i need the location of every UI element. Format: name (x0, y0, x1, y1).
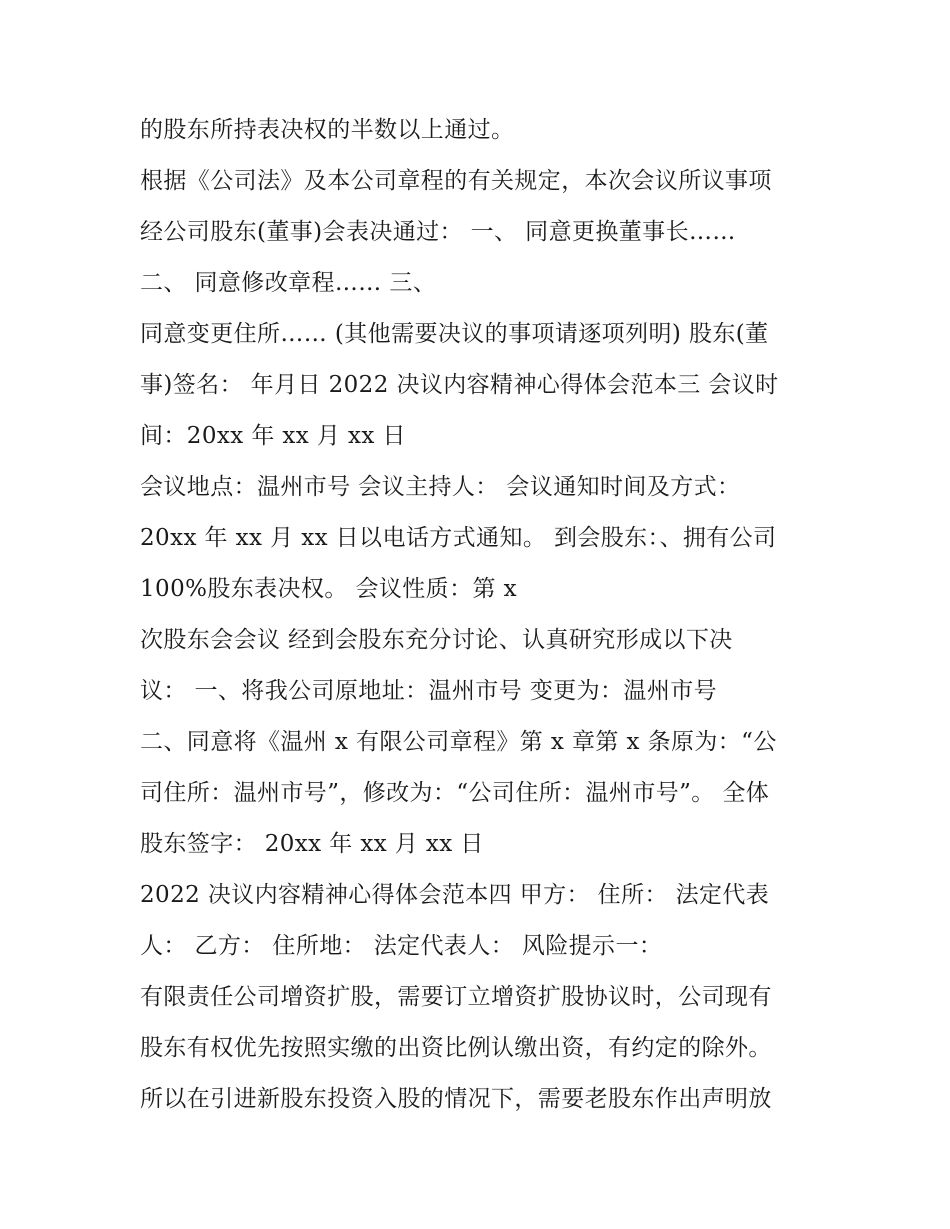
text-line: 有限责任公司增资扩股，需要订立增资扩股协议时，公司现有 (140, 984, 772, 1010)
text-line: 事)签名： 年月日 2022 决议内容精神心得体会范本三 会议时 (140, 372, 779, 398)
text-line: 次股东会会议 经到会股东充分讨论、认真研究形成以下决 (140, 627, 733, 653)
text-line: 同意变更住所…… (其他需要决议的事项请逐项列明) 股东(董 (140, 321, 769, 347)
text-line: 根据《公司法》及本公司章程的有关规定，本次会议所议事项 (140, 168, 772, 194)
text-line: 司住所：温州市号”，修改为：“公司住所：温州市号”。 全体 (140, 780, 770, 806)
text-line: 所以在引进新股东投资入股的情况下，需要老股东作出声明放 (140, 1086, 772, 1112)
text-line: 股东签字： 20xx 年 xx 月 xx 日 (140, 831, 484, 857)
text-line: 经公司股东(董事)会表决通过： 一、 同意更换董事长…… (140, 219, 736, 245)
text-line: 二、同意将《温州 x 有限公司章程》第 x 章第 x 条原为：“公 (140, 729, 777, 755)
text-line: 会议地点：温州市号 会议主持人： 会议通知时间及方式： (140, 474, 741, 500)
text-line: 20xx 年 xx 月 xx 日以电话方式通知。 到会股东：、拥有公司 (140, 525, 777, 551)
text-line: 2022 决议内容精神心得体会范本四 甲方： 住所： 法定代表 (140, 882, 770, 908)
text-line: 100%股东表决权。 会议性质：第 x (140, 576, 517, 602)
text-line: 人： 乙方： 住所地： 法定代表人： 风险提示一： (140, 933, 663, 959)
text-line: 间：20xx 年 xx 月 xx 日 (140, 423, 406, 449)
text-line: 二、 同意修改章程…… 三、 (140, 270, 437, 296)
document-body (140, 105, 830, 1125)
text-line: 议： 一、将我公司原地址：温州市号 变更为：温州市号 (140, 678, 718, 704)
text-line: 股东有权优先按照实缴的出资比例认缴出资，有约定的除外。 (140, 1035, 772, 1061)
text-line: 的股东所持表决权的半数以上通过。 (140, 117, 515, 143)
